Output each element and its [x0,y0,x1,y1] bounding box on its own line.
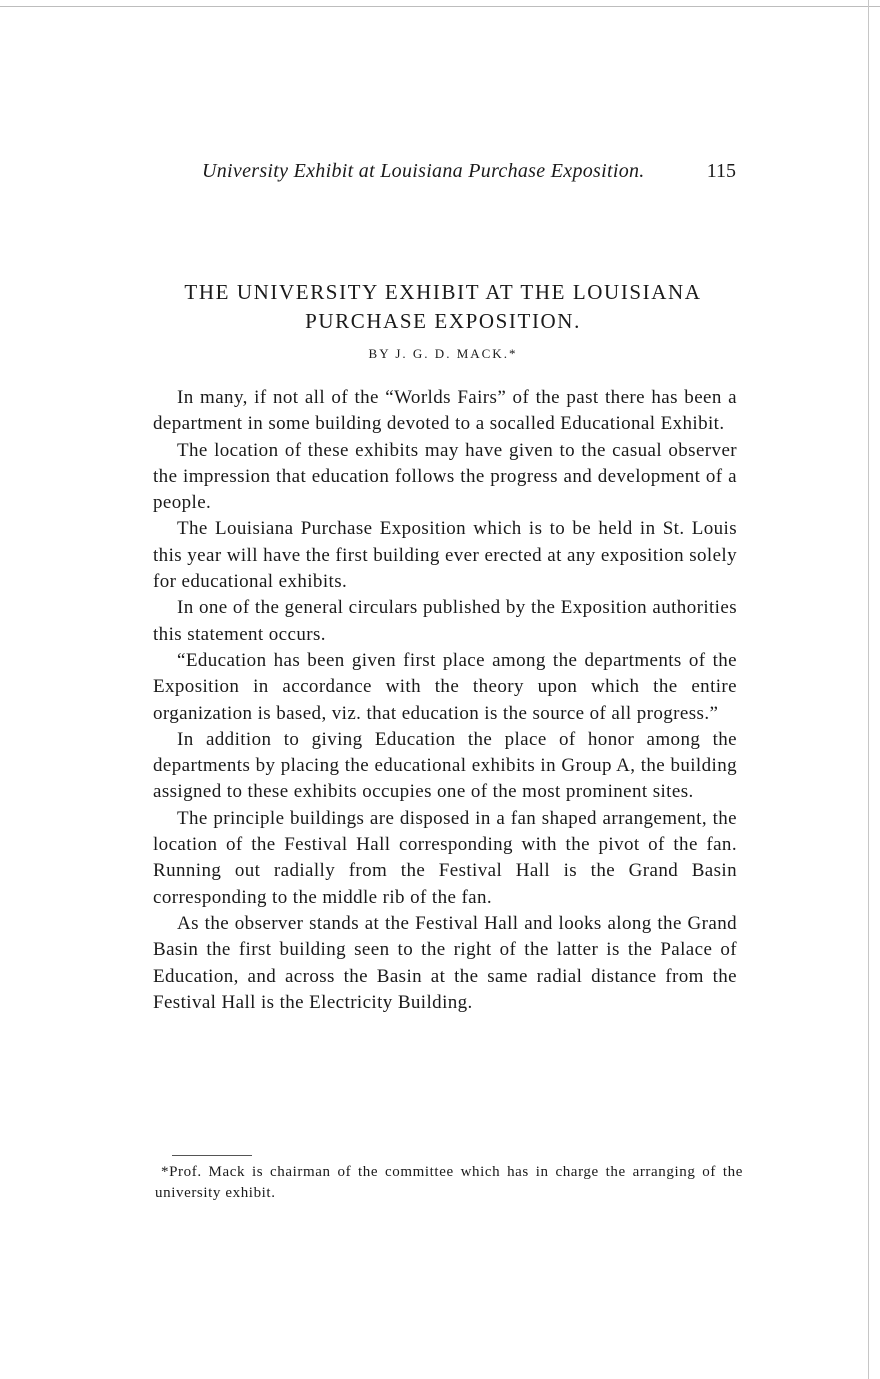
running-head-title: University Exhibit at Louisiana Purchase Exposition. [202,160,645,182]
paragraph: In many, if not all of the “Worlds Fairs” of the past there has been a department in some building devoted to a socalled Educational Exhibit. [153,387,737,435]
running-head [150,160,736,190]
article-title [150,278,736,336]
paragraph: “Education has been given first place among the departments of the Exposition in accordance with the theory upon which the entire organization is based, viz. that education is the source of all progress.” [153,649,737,724]
article-title-line-1: THE UNIVERSITY EXHIBIT AT THE LOUISIANA [184,280,702,304]
paragraph: In one of the general circulars published by the Exposition authorities this statement occurs. [153,597,737,645]
footnote: *Prof. Mack is chairman of the committee which has in charge the arranging of the university exhibit. [155,1164,743,1201]
paragraph: The Louisiana Purchase Exposition which is to be held in St. Louis this year will have the first building ever erected at any exposition solely for educational exhibits. [153,518,737,593]
paragraph: The location of these exhibits may have given to the casual observer the impression that education follows the progress and development of a people. [153,439,737,514]
author-byline: BY J. G. D. MACK.* [368,346,518,361]
paragraph: The principle buildings are disposed in a fan shaped arrangement, the location of the Festival Hall corresponding with the pivot of the fan. Running out radially from the Festival Hall is the Grand Basin corresponding to the middle rib of the fan. [153,807,737,908]
paragraph: As the observer stands at the Festival Hall and looks along the Grand Basin the first building seen to the right of the latter is the Palace of Education, and across the Basin at the same radial distance from the Festival Hall is the Electricity Building. [153,912,737,1013]
paragraph: In addition to giving Education the place of honor among the departments by placing the educational exhibits in Group A, the building assigned to these exhibits occupies one of the most prominent sites. [153,728,737,803]
page-right-edge-rule [868,0,869,1379]
page-top-edge-rule [0,6,880,7]
footnote-divider [172,1155,252,1156]
article-title-line-2: PURCHASE EXPOSITION. [305,309,581,333]
page-number: 115 [706,160,736,182]
article-body [153,385,737,1016]
